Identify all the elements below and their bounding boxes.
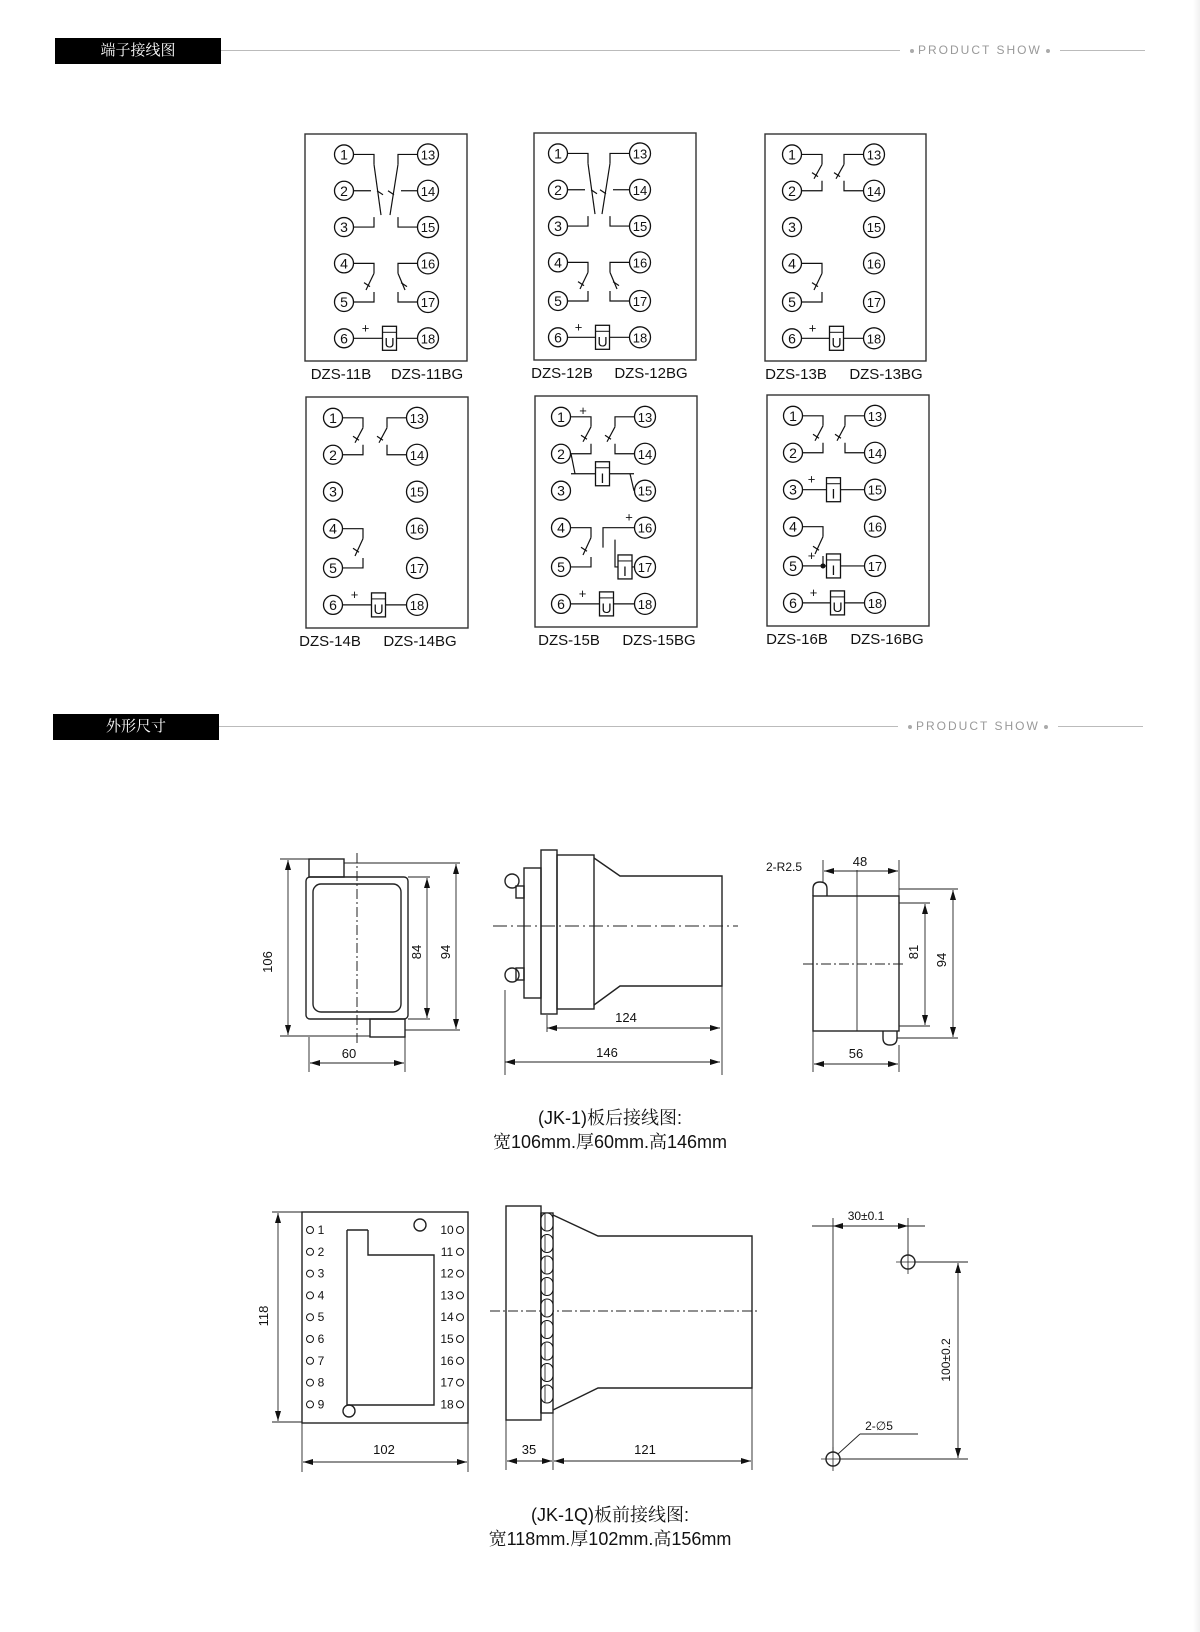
terminal-number: 13 [637, 409, 653, 425]
dimension-arrow [505, 1059, 515, 1065]
dimension-arrow [710, 1059, 720, 1065]
dim-label: 121 [634, 1442, 656, 1457]
terminal-number: 13 [632, 146, 648, 162]
coil-label: U [601, 599, 612, 616]
model-label-bg: DZS-13BG [849, 366, 923, 383]
dim-label: 56 [848, 1046, 864, 1061]
terminal-number: 1 [557, 408, 565, 425]
wiring-panel-5 [535, 396, 697, 649]
terminal-number: 15 [632, 219, 648, 235]
polarity-plus: + [809, 584, 818, 600]
terminal-hole-16 [457, 1357, 464, 1364]
terminal-number: 5 [557, 558, 565, 575]
contact-blade [580, 272, 588, 289]
terminal-number: 2 [789, 444, 797, 461]
dimension-arrow [888, 868, 898, 874]
terminal-number: 15 [420, 220, 436, 236]
contact-blade [815, 537, 823, 554]
dim-label: 60 [341, 1046, 357, 1061]
contact-wire [603, 528, 634, 548]
contact-wire [387, 418, 406, 428]
terminal-number: 6 [788, 330, 796, 347]
contact-blade [814, 164, 822, 178]
terminal-number: 13 [867, 408, 883, 424]
section-title-outline: 外形尺寸 [53, 714, 219, 740]
terminal-number: 9 [317, 1397, 325, 1412]
terminal-number: 16 [867, 519, 883, 535]
terminal-number: 2 [557, 445, 565, 462]
model-label-b: DZS-14B [299, 633, 361, 650]
dim-label: 118 [256, 1305, 271, 1327]
terminal-number: 5 [329, 559, 337, 576]
terminal-number: 5 [789, 557, 797, 574]
polarity-plus: + [807, 471, 816, 487]
terminal-number: 7 [317, 1353, 325, 1368]
junction-dot [821, 563, 826, 568]
terminal-number: 1 [789, 407, 797, 424]
wiring-panel-2 [531, 133, 696, 382]
model-label-b: DZS-13B [765, 366, 827, 383]
dimension-arrow [285, 860, 291, 870]
model-label-b: DZS-16B [766, 631, 828, 648]
terminal-number: 3 [557, 482, 565, 499]
terminal-number: 18 [420, 331, 436, 347]
contact-wire [610, 262, 629, 272]
dimension-arrow [710, 1025, 720, 1031]
terminal-hole-12 [457, 1270, 464, 1277]
polarity-plus: + [578, 585, 587, 601]
contact-wire [803, 527, 823, 537]
terminal-number: 3 [788, 219, 796, 236]
terminal-number: 15 [409, 484, 425, 500]
terminal-number: 15 [867, 482, 883, 498]
product-show-tagline: PRODUCT SHOW [898, 719, 1058, 733]
terminal-number: 17 [866, 294, 882, 310]
dim-label: 2-∅5 [865, 1419, 893, 1433]
terminal-number: 4 [329, 520, 337, 537]
dim-label: 35 [521, 1442, 537, 1457]
contact-wire [571, 528, 591, 538]
terminal-number: 3 [789, 481, 797, 498]
jk1q-side-view [490, 1206, 760, 1470]
contact-blade [379, 428, 387, 443]
terminal-number: 17 [409, 560, 425, 576]
contact-blade [814, 273, 822, 290]
contact-blade [837, 426, 845, 441]
dimension-arrow [955, 1448, 961, 1458]
terminal-number: 18 [867, 595, 883, 611]
contact-wire [343, 418, 363, 428]
terminal-hole-5 [307, 1314, 314, 1321]
terminal-number: 1 [340, 146, 348, 163]
dimension-arrow [898, 1223, 908, 1229]
dim-label: 124 [615, 1010, 637, 1025]
terminal-number: 3 [340, 219, 348, 236]
side-terminal [541, 1213, 553, 1231]
side-terminal [541, 1342, 553, 1360]
jk1q-side-terminals [541, 1213, 553, 1403]
terminal-hole-3 [307, 1270, 314, 1277]
terminal-number: 14 [440, 1310, 454, 1325]
terminal-number: 10 [440, 1223, 454, 1237]
product-show-tagline: PRODUCT SHOW [900, 43, 1060, 57]
terminal-number: 1 [329, 409, 337, 426]
terminal-number: 4 [554, 254, 562, 271]
dimension-arrow [833, 1223, 843, 1229]
terminal-hole-1 [307, 1227, 314, 1234]
dimension-arrow [310, 1060, 320, 1066]
polarity-plus: + [579, 402, 587, 418]
contact-wire [568, 262, 588, 272]
contact-wire [398, 217, 417, 227]
side-terminal [541, 1299, 553, 1317]
terminal-number: 16 [632, 255, 648, 271]
model-label-bg: DZS-14BG [383, 633, 457, 650]
terminal-number: 2 [554, 181, 562, 198]
terminal-hole-17 [457, 1379, 464, 1386]
dim-label: 100±0.2 [939, 1338, 953, 1382]
terminal-number: 1 [317, 1223, 325, 1237]
jk1q-panel-cutout [812, 1218, 968, 1471]
panel-frame [534, 133, 696, 360]
terminal-number: 3 [329, 483, 337, 500]
contact-wire [343, 445, 363, 455]
terminal-number: 4 [557, 519, 565, 536]
contact-wire [610, 153, 629, 163]
terminal-number: 17 [867, 558, 883, 574]
contact-blade [355, 539, 363, 556]
contact-wire [610, 216, 629, 226]
contact-wire [844, 181, 863, 191]
coil-label: U [832, 598, 843, 615]
terminal-number: 5 [788, 293, 796, 310]
contact-wire [802, 154, 822, 164]
terminal-number: 14 [637, 446, 653, 462]
contact-wire [354, 217, 374, 227]
terminal-number: 16 [409, 521, 425, 537]
panel-frame [535, 396, 697, 627]
terminal-number: 1 [554, 145, 562, 162]
contact-wire [844, 154, 863, 164]
terminal-number: 18 [409, 597, 425, 613]
terminal-number: 6 [340, 330, 348, 347]
contact-blade [366, 273, 374, 290]
terminal-number: 13 [409, 410, 425, 426]
contact-wire [568, 153, 588, 163]
terminal-number: 8 [317, 1375, 325, 1390]
jk1q-caption: (JK-1Q)板前接线图: 宽118mm.厚102mm.高156mm [488, 1505, 732, 1549]
panel-frame [765, 134, 926, 361]
dimension-arrow [507, 1458, 517, 1464]
coil-label: U [831, 334, 842, 351]
terminal-number: 2 [317, 1244, 325, 1259]
coil-label: U [384, 334, 395, 351]
coil-label: I [600, 469, 605, 486]
dim-label: 2-R2.5 [766, 860, 803, 874]
jk1-side-view [493, 850, 738, 1075]
contact-blade [583, 538, 591, 555]
section-title-wiring: 端子接线图 [55, 38, 221, 64]
dimension-arrow [888, 1061, 898, 1067]
side-terminal [541, 1235, 553, 1253]
terminal-number: 16 [420, 256, 436, 272]
dimension-arrow [303, 1459, 313, 1465]
contact-wire [343, 558, 363, 568]
wiring-panel-1 [305, 134, 467, 383]
contact-wire [571, 417, 591, 427]
polarity-plus: + [350, 586, 359, 602]
terminal-hole-18 [457, 1401, 464, 1408]
side-terminal [541, 1364, 553, 1382]
contact-wire [803, 443, 823, 453]
model-label-b: DZS-15B [538, 632, 600, 649]
terminal-number: 17 [440, 1375, 454, 1390]
terminal-number: 5 [340, 293, 348, 310]
dimension-arrow [424, 878, 430, 888]
terminal-number: 5 [317, 1310, 325, 1325]
side-terminal [541, 1321, 553, 1339]
terminal-number: 16 [637, 520, 653, 536]
dim-label: 84 [409, 944, 424, 960]
terminal-number: 12 [440, 1266, 454, 1281]
terminal-number: 18 [632, 330, 648, 346]
terminal-number: 17 [632, 293, 648, 309]
terminal-hole-4 [307, 1292, 314, 1299]
contact-blade [390, 164, 398, 215]
terminal-number: 3 [554, 218, 562, 235]
terminal-number: 2 [340, 182, 348, 199]
page-edge-shadow [1193, 0, 1200, 1632]
coil-label: I [623, 562, 627, 579]
contact-blade [836, 164, 844, 178]
terminal-number: 3 [317, 1266, 325, 1281]
terminal-number: 15 [440, 1332, 454, 1346]
dimension-arrow [922, 904, 928, 914]
dimension-arrow [824, 868, 834, 874]
wiring-panel-3 [765, 134, 926, 383]
dim-label: 94 [438, 944, 453, 960]
model-label-bg: DZS-15BG [622, 632, 696, 649]
coil-label: I [831, 485, 836, 502]
dimension-arrow [554, 1458, 564, 1464]
dimension-arrow [950, 1027, 956, 1037]
contact-wire [845, 416, 864, 426]
dimension-arrow [814, 1061, 824, 1067]
terminal-number: 14 [867, 445, 883, 461]
jk1q-front-view [272, 1212, 468, 1472]
contact-blade [398, 273, 405, 290]
contact-wire [615, 417, 634, 427]
polarity-plus: + [807, 547, 816, 563]
coil-label: U [597, 333, 608, 350]
wiring-panel-4 [299, 397, 468, 650]
contact-wire [802, 292, 822, 302]
polarity-plus: + [625, 509, 633, 525]
polarity-plus: + [808, 320, 817, 336]
terminal-number: 6 [554, 329, 562, 346]
terminal-number: 2 [788, 182, 796, 199]
dim-label: 102 [373, 1442, 395, 1457]
terminal-number: 14 [866, 183, 882, 199]
jk1-front-view [280, 853, 460, 1072]
model-label-bg: DZS-12BG [614, 365, 688, 382]
side-terminal [541, 1278, 553, 1296]
jk1-back-view [803, 860, 958, 1072]
contact-wire [571, 557, 591, 567]
terminal-number: 14 [632, 182, 648, 198]
terminal-number: 4 [789, 518, 797, 535]
contact-wire [354, 292, 374, 302]
dim-label: 48 [852, 854, 868, 869]
terminal-hole-10 [457, 1227, 464, 1234]
dimension-arrow [285, 1025, 291, 1035]
contact-wire [845, 443, 864, 453]
terminal-number: 18 [866, 331, 882, 347]
contact-wire [398, 292, 417, 302]
dimension-arrow [922, 1015, 928, 1025]
terminal-hole-7 [307, 1357, 314, 1364]
wiring-panel-6 [766, 395, 929, 648]
contact-wire [398, 154, 417, 164]
terminal-number: 18 [637, 596, 653, 612]
terminal-number: 5 [554, 292, 562, 309]
terminal-number: 13 [866, 147, 882, 163]
wiring-diagrams [0, 0, 1200, 700]
panel-frame [306, 397, 468, 628]
polarity-plus: + [574, 319, 583, 335]
contact-wire [568, 291, 588, 301]
terminal-number: 16 [440, 1353, 454, 1368]
contact-blade [374, 164, 381, 215]
terminal-number: 1 [788, 146, 796, 163]
contact-blade [610, 272, 617, 289]
terminal-number: 11 [440, 1244, 454, 1259]
dimension-arrow [394, 1060, 404, 1066]
side-terminal [541, 1256, 553, 1274]
jk1q-terminal-holes [307, 1227, 464, 1408]
terminal-number: 6 [329, 596, 337, 613]
dimension-arrow [453, 864, 459, 874]
contact-wire [343, 529, 363, 539]
dimension-arrow [453, 1019, 459, 1029]
terminal-hole-14 [457, 1314, 464, 1321]
terminal-number: 13 [440, 1288, 454, 1303]
contact-blade [583, 427, 591, 442]
dim-label: 106 [260, 951, 275, 973]
terminal-hole-15 [457, 1336, 464, 1343]
dimension-arrow [950, 890, 956, 900]
contact-blade [607, 427, 615, 442]
terminal-hole-8 [307, 1379, 314, 1386]
terminal-number: 6 [789, 594, 797, 611]
side-terminal [541, 1385, 553, 1403]
contact-wire [802, 181, 822, 191]
terminal-number: 16 [866, 256, 882, 272]
coil-label: U [373, 600, 384, 617]
contact-wire [802, 263, 822, 273]
terminal-number: 4 [317, 1288, 325, 1303]
contact-blade [815, 426, 823, 441]
dimension-arrow [955, 1263, 961, 1273]
contact-blade [355, 428, 363, 443]
dimension-arrow [457, 1459, 467, 1465]
contact-wire [615, 444, 634, 454]
terminal-number: 15 [637, 483, 653, 499]
contact-wire [610, 291, 629, 301]
dim-label: 146 [596, 1045, 618, 1060]
dimension-arrow [275, 1213, 281, 1223]
contact-wire [354, 154, 374, 164]
dim-label: 81 [906, 944, 921, 960]
model-label-bg: DZS-16BG [850, 631, 924, 648]
model-label-bg: DZS-11BG [390, 366, 464, 383]
contact-blade [602, 163, 610, 214]
terminal-number: 2 [329, 446, 337, 463]
dimension-arrow [741, 1458, 751, 1464]
terminal-number: 6 [317, 1332, 325, 1346]
terminal-number: 14 [409, 447, 425, 463]
contact-wire [387, 445, 406, 455]
contact-wire [568, 216, 588, 226]
contact-wire [354, 263, 374, 273]
dim-label: 94 [934, 952, 949, 968]
terminal-hole-11 [457, 1248, 464, 1255]
model-label-b: DZS-12B [531, 365, 593, 382]
terminal-hole-2 [307, 1248, 314, 1255]
dimension-arrow [547, 1025, 557, 1031]
terminal-number: 18 [440, 1397, 454, 1412]
contact-blade [588, 163, 595, 214]
panel-frame [767, 395, 929, 626]
terminal-number: 15 [866, 220, 882, 236]
jk1-caption: (JK-1)板后接线图: 宽106mm.厚60mm.高146mm [492, 1108, 728, 1152]
terminal-number: 4 [340, 255, 348, 272]
terminal-hole-13 [457, 1292, 464, 1299]
terminal-number: 17 [420, 294, 436, 310]
model-label-b: DZS-11B [310, 366, 372, 383]
contact-wire [803, 416, 823, 426]
dimension-arrow [542, 1458, 552, 1464]
coil-wire [630, 474, 634, 491]
polarity-plus: + [361, 320, 370, 336]
terminal-number: 17 [637, 559, 653, 575]
terminal-hole-9 [307, 1401, 314, 1408]
terminal-number: 4 [788, 255, 796, 272]
coil-label: I [831, 561, 836, 578]
terminal-number: 6 [557, 595, 565, 612]
contact-wire [398, 263, 417, 273]
terminal-number: 14 [420, 183, 436, 199]
dim-label: 30±0.1 [847, 1209, 885, 1223]
contact-wire [571, 444, 591, 454]
dimension-arrow [424, 1008, 430, 1018]
terminal-hole-6 [307, 1336, 314, 1343]
dimension-arrow [275, 1411, 281, 1421]
coil-wire [571, 454, 575, 474]
terminal-number: 13 [420, 147, 436, 163]
